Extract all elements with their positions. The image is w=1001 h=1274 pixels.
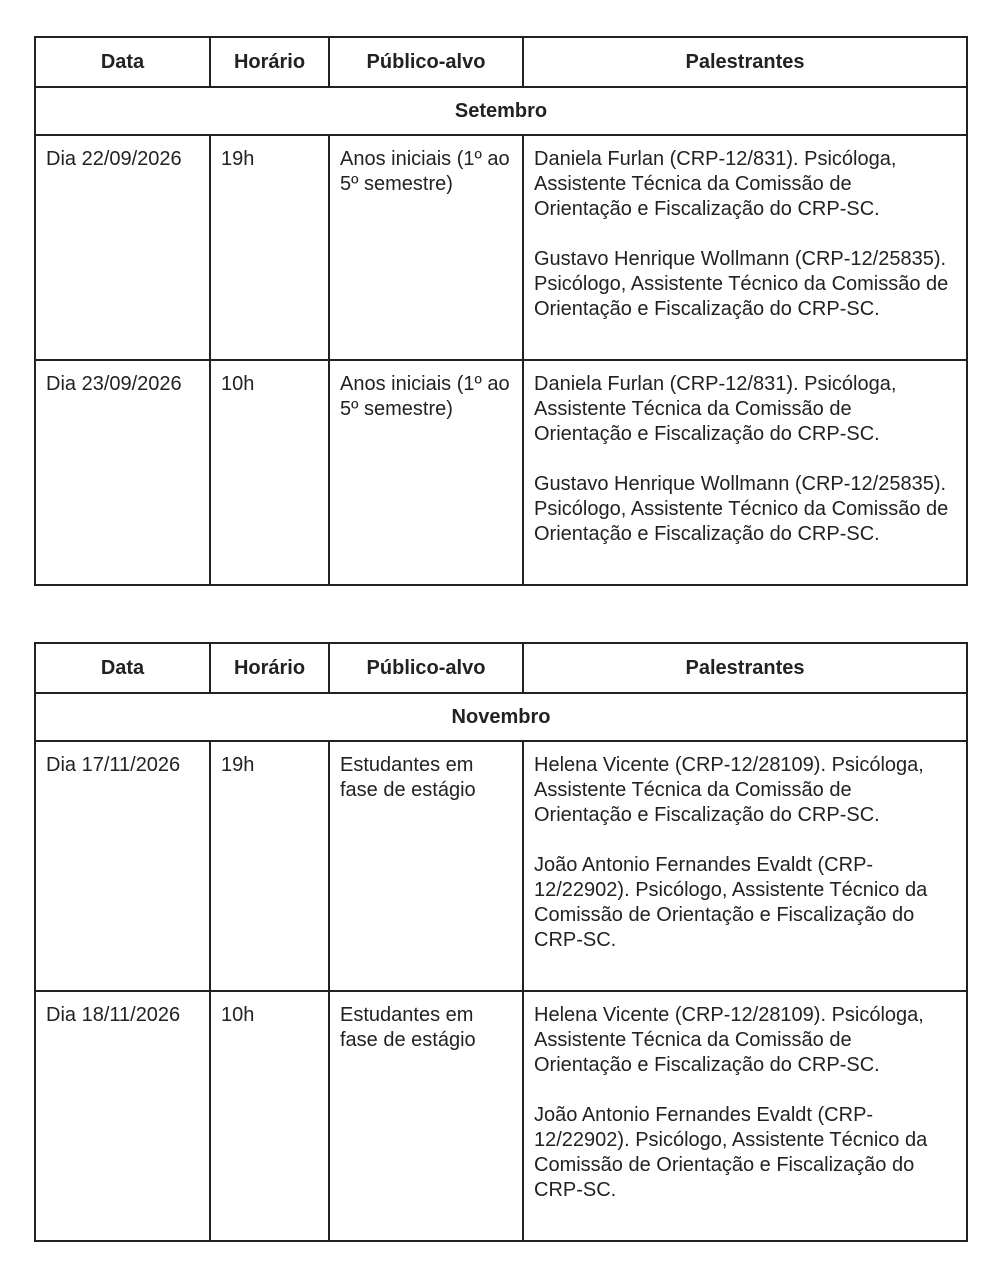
speaker-entry: Helena Vicente (CRP-12/28109). Psicóloga, Assistente Técnica da Comissão de Orientação e Fiscalização do CRP-SC. xyxy=(534,754,924,826)
cell-palestrantes xyxy=(523,360,967,585)
cell-data: Dia 18/11/2026 xyxy=(35,991,210,1241)
header-row xyxy=(35,37,967,87)
schedule-table-setembro xyxy=(34,36,968,586)
cell-data: Dia 17/11/2026 xyxy=(35,741,210,991)
cell-horario: 19h xyxy=(210,135,329,360)
header-horario: Horário xyxy=(210,643,329,693)
cell-horario: 10h xyxy=(210,991,329,1241)
table-row xyxy=(35,991,967,1241)
speaker-entry: João Antonio Fernandes Evaldt (CRP-12/22902). Psicólogo, Assistente Técnico da Comissão de Orientação e Fiscalização do CRP-SC. xyxy=(534,854,928,951)
cell-palestrantes xyxy=(523,991,967,1241)
speaker-entry: Gustavo Henrique Wollmann (CRP-12/25835). Psicólogo, Assistente Técnico da Comissão de Orientação e Fiscalização do CRP-SC. xyxy=(534,473,949,545)
table-row xyxy=(35,741,967,991)
month-label: Setembro xyxy=(35,87,967,135)
cell-horario: 19h xyxy=(210,741,329,991)
header-palestrantes: Palestrantes xyxy=(523,37,967,87)
header-horario: Horário xyxy=(210,37,329,87)
header-data: Data xyxy=(35,643,210,693)
table-row xyxy=(35,135,967,360)
month-row xyxy=(35,87,967,135)
header-publico-alvo: Público-alvo xyxy=(329,643,523,693)
speaker-entry: Helena Vicente (CRP-12/28109). Psicóloga, Assistente Técnica da Comissão de Orientação e Fiscalização do CRP-SC. xyxy=(534,1004,924,1076)
cell-publico-alvo: Estudantes em fase de estágio xyxy=(329,991,523,1241)
cell-horario: 10h xyxy=(210,360,329,585)
cell-palestrantes xyxy=(523,135,967,360)
cell-publico-alvo: Anos iniciais (1º ao 5º semestre) xyxy=(329,360,523,585)
header-publico-alvo: Público-alvo xyxy=(329,37,523,87)
cell-data: Dia 22/09/2026 xyxy=(35,135,210,360)
header-palestrantes: Palestrantes xyxy=(523,643,967,693)
speaker-entry: Gustavo Henrique Wollmann (CRP-12/25835). Psicólogo, Assistente Técnico da Comissão de Orientação e Fiscalização do CRP-SC. xyxy=(534,248,949,320)
month-row xyxy=(35,693,967,741)
cell-publico-alvo: Anos iniciais (1º ao 5º semestre) xyxy=(329,135,523,360)
cell-data: Dia 23/09/2026 xyxy=(35,360,210,585)
header-data: Data xyxy=(35,37,210,87)
speaker-entry: Daniela Furlan (CRP-12/831). Psicóloga, Assistente Técnica da Comissão de Orientação e Fiscalização do CRP-SC. xyxy=(534,148,897,220)
header-row xyxy=(35,643,967,693)
month-label: Novembro xyxy=(35,693,967,741)
speaker-entry: João Antonio Fernandes Evaldt (CRP-12/22902). Psicólogo, Assistente Técnico da Comissão de Orientação e Fiscalização do CRP-SC. xyxy=(534,1104,928,1201)
table-row xyxy=(35,360,967,585)
cell-palestrantes xyxy=(523,741,967,991)
schedule-table-novembro xyxy=(34,642,968,1242)
speaker-entry: Daniela Furlan (CRP-12/831). Psicóloga, Assistente Técnica da Comissão de Orientação e Fiscalização do CRP-SC. xyxy=(534,373,897,445)
cell-publico-alvo: Estudantes em fase de estágio xyxy=(329,741,523,991)
